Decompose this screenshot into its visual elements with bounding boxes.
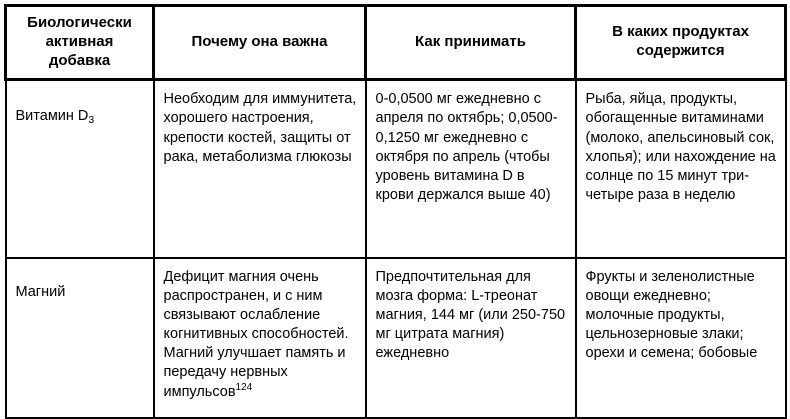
document-page (0, 4, 790, 408)
supplement-name-text: Магний (15, 283, 66, 300)
cell-how-to-take: 0-0,0500 мг ежедневно с апреля по октябрь; 0,0500-0,1250 мг ежедневно с октября по апрель (чтобы уровень витамина D в крови держался выше 40) (366, 80, 576, 258)
table-row (6, 80, 786, 258)
cell-how-to-take: Предпочтительная для мозга форма: L-треонат магния, 144 мг (или 250-750 мг цитрата магния) ежедневно (366, 258, 576, 418)
cell-why-important (154, 258, 366, 418)
supplement-name-subscript: 3 (88, 114, 95, 127)
why-important-text: Дефицит магния очень распространен, и с ним связывают ослабление когнитивных способностей. Магний улучшает память и передачу нервных импульсов (163, 268, 349, 400)
table-header-row (6, 6, 786, 80)
footnote-reference: 124 (235, 381, 253, 393)
table-header (6, 6, 786, 80)
supplements-table (4, 4, 787, 419)
cell-supplement-name (6, 258, 154, 418)
column-header-food-sources: В каких продуктах содержится (576, 6, 786, 80)
table-row (6, 258, 786, 418)
cell-why-important: Необходим для иммунитета, хорошего настроения, крепости костей, защиты от рака, метаболизма глюкозы (154, 80, 366, 258)
supplement-name-text: Витамин D (15, 108, 89, 125)
cell-supplement-name (6, 80, 154, 258)
cell-food-sources: Фрукты и зеленолистные овощи ежедневно; молочные продукты, цельнозерновые злаки; орехи и семена; бобовые (576, 258, 786, 418)
column-header-why-important: Почему она важна (154, 6, 366, 80)
cell-food-sources: Рыба, яйца, продукты, обогащенные витаминами (молоко, апельсиновый сок, хлопья); или нахождение на солнце по 15 минут три-четыре раза в неделю (576, 80, 786, 258)
column-header-supplement: Биологически активная добавка (6, 6, 154, 80)
column-header-how-to-take: Как принимать (366, 6, 576, 80)
table-body (6, 80, 786, 418)
